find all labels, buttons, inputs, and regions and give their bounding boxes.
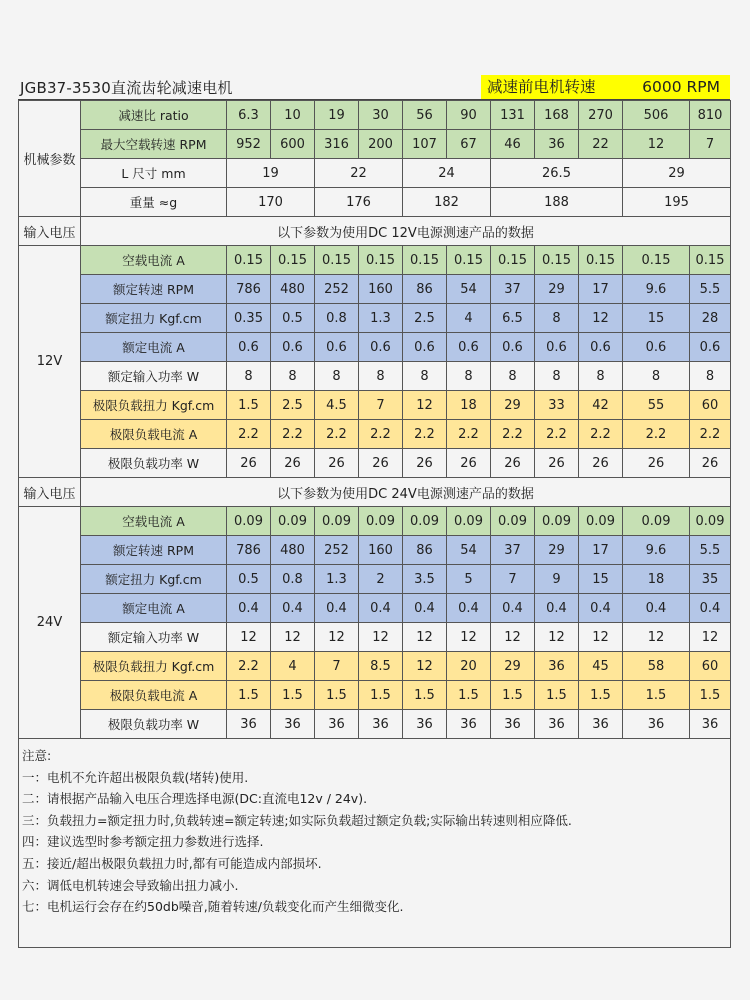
v12-header-row [19, 217, 731, 246]
base-rpm-label: 减速前电机转速 [487, 78, 596, 96]
table-cell: 15 [623, 304, 690, 333]
v24-header-row [19, 478, 731, 507]
table-cell: 33 [535, 391, 579, 420]
table-row [19, 710, 731, 739]
table-cell: 0.6 [579, 333, 623, 362]
table-cell: 54 [447, 275, 491, 304]
table-cell: 0.6 [690, 333, 731, 362]
table-cell: 0.4 [447, 594, 491, 623]
table-cell: 12 [491, 623, 535, 652]
table-row [19, 246, 731, 275]
table-cell: 176 [315, 188, 403, 217]
table-cell: 7 [315, 652, 359, 681]
table-cell: 480 [271, 536, 315, 565]
table-cell: 29 [491, 391, 535, 420]
table-cell: 2.2 [271, 420, 315, 449]
table-cell: 0.6 [447, 333, 491, 362]
table-row [19, 652, 731, 681]
table-cell: 0.09 [227, 507, 271, 536]
table-row [19, 304, 731, 333]
table-cell: 0.4 [623, 594, 690, 623]
table-cell: 1.5 [491, 681, 535, 710]
v24-input-voltage-label: 输入电压 [19, 478, 81, 507]
table-cell: 1.3 [359, 304, 403, 333]
max-rpm-row [19, 130, 731, 159]
note-line: 七：电机运行会存在约50db噪音,随着转速/负载变化而产生细微变化. [22, 899, 404, 915]
table-cell: 17 [579, 536, 623, 565]
table-cell: 37 [491, 536, 535, 565]
table-cell: 506 [623, 101, 690, 130]
weight-row [19, 188, 731, 217]
table-cell: 12 [359, 623, 403, 652]
table-cell: 8 [535, 304, 579, 333]
table-cell: 0.09 [271, 507, 315, 536]
table-cell: 12 [447, 623, 491, 652]
table-cell: 1.5 [227, 391, 271, 420]
group-mechanical: 机械参数 [19, 101, 81, 217]
note-line: 二：请根据产品输入电压合理选择电源(DC:直流电12v / 24v). [22, 791, 368, 807]
table-cell: 26 [447, 449, 491, 478]
table-cell: 30 [359, 101, 403, 130]
table-cell: 26 [227, 449, 271, 478]
notes-row [19, 739, 731, 948]
table-cell: 0.4 [535, 594, 579, 623]
table-cell: 36 [271, 710, 315, 739]
table-cell: 36 [227, 710, 271, 739]
ratio-row [19, 101, 731, 130]
base-rpm-badge [481, 75, 730, 99]
table-cell: 2.2 [447, 420, 491, 449]
table-cell: 26 [491, 449, 535, 478]
table-cell: 2.2 [491, 420, 535, 449]
weight-label: 重量 ≈g [81, 188, 227, 217]
table-cell: 2.2 [623, 420, 690, 449]
table-cell: 0.6 [227, 333, 271, 362]
table-row [19, 391, 731, 420]
table-cell: 6.3 [227, 101, 271, 130]
table-cell: 0.15 [359, 246, 403, 275]
row-label: 额定电流 A [81, 333, 227, 362]
table-row [19, 536, 731, 565]
table-cell: 36 [491, 710, 535, 739]
table-cell: 0.4 [227, 594, 271, 623]
table-cell: 8 [623, 362, 690, 391]
table-cell: 54 [447, 536, 491, 565]
table-cell: 1.5 [535, 681, 579, 710]
table-cell: 8.5 [359, 652, 403, 681]
table-cell: 36 [579, 710, 623, 739]
table-cell: 1.5 [447, 681, 491, 710]
table-cell: 1.5 [315, 681, 359, 710]
table-cell: 36 [623, 710, 690, 739]
table-cell: 22 [579, 130, 623, 159]
table-cell: 2.5 [271, 391, 315, 420]
v24-section-note: 以下参数为使用DC 24V电源测速产品的数据 [81, 478, 731, 507]
table-cell: 29 [535, 275, 579, 304]
table-cell: 29 [491, 652, 535, 681]
table-cell: 160 [359, 536, 403, 565]
table-cell: 5 [447, 565, 491, 594]
table-cell: 56 [403, 101, 447, 130]
table-cell: 12 [271, 623, 315, 652]
table-cell: 8 [227, 362, 271, 391]
row-label: 极限负载功率 W [81, 449, 227, 478]
table-cell: 195 [623, 188, 731, 217]
table-cell: 29 [535, 536, 579, 565]
table-cell: 26 [535, 449, 579, 478]
row-label: 极限负载电流 A [81, 681, 227, 710]
table-cell: 0.4 [491, 594, 535, 623]
table-cell: 131 [491, 101, 535, 130]
table-cell: 90 [447, 101, 491, 130]
row-label: 额定输入功率 W [81, 623, 227, 652]
table-cell: 0.15 [227, 246, 271, 275]
table-cell: 18 [623, 565, 690, 594]
table-cell: 0.15 [403, 246, 447, 275]
table-cell: 24 [403, 159, 491, 188]
table-cell: 1.5 [579, 681, 623, 710]
table-cell: 0.4 [403, 594, 447, 623]
table-cell: 0.15 [579, 246, 623, 275]
table-cell: 60 [690, 391, 731, 420]
table-cell: 86 [403, 275, 447, 304]
table-cell: 2.2 [227, 652, 271, 681]
table-cell: 1.5 [690, 681, 731, 710]
table-cell: 5.5 [690, 536, 731, 565]
table-row [19, 275, 731, 304]
table-cell: 252 [315, 275, 359, 304]
table-cell: 0.6 [623, 333, 690, 362]
row-label: 额定转速 RPM [81, 275, 227, 304]
spec-sheet [18, 75, 730, 948]
table-cell: 1.5 [227, 681, 271, 710]
table-cell: 4 [271, 652, 315, 681]
length-label: L 尺寸 mm [81, 159, 227, 188]
table-cell: 1.5 [359, 681, 403, 710]
notes-heading: 注意: [22, 748, 52, 763]
table-cell: 786 [227, 275, 271, 304]
table-cell: 786 [227, 536, 271, 565]
row-label: 极限负载功率 W [81, 710, 227, 739]
table-cell: 36 [535, 130, 579, 159]
table-cell: 2.2 [403, 420, 447, 449]
row-label: 极限负载电流 A [81, 420, 227, 449]
table-cell: 8 [271, 362, 315, 391]
table-cell: 12 [623, 623, 690, 652]
table-cell: 8 [403, 362, 447, 391]
table-cell: 4.5 [315, 391, 359, 420]
table-cell: 7 [359, 391, 403, 420]
row-label: 额定扭力 Kgf.cm [81, 304, 227, 333]
table-cell: 26 [359, 449, 403, 478]
table-cell: 36 [535, 710, 579, 739]
row-label: 空载电流 A [81, 507, 227, 536]
table-cell: 0.09 [359, 507, 403, 536]
v12-input-voltage-label: 输入电压 [19, 217, 81, 246]
title-bar [18, 75, 730, 100]
table-cell: 6.5 [491, 304, 535, 333]
table-cell: 600 [271, 130, 315, 159]
table-row [19, 565, 731, 594]
group-v12: 12V [19, 246, 81, 478]
table-cell: 26 [690, 449, 731, 478]
table-cell: 17 [579, 275, 623, 304]
table-cell: 2.2 [535, 420, 579, 449]
table-cell: 8 [690, 362, 731, 391]
table-cell: 2.2 [690, 420, 731, 449]
group-v24: 24V [19, 507, 81, 739]
row-label: 额定电流 A [81, 594, 227, 623]
table-row [19, 420, 731, 449]
table-cell: 0.09 [623, 507, 690, 536]
table-cell: 26 [271, 449, 315, 478]
table-cell: 67 [447, 130, 491, 159]
note-line: 四：建议选型时参考额定扭力参数进行选择. [22, 834, 264, 850]
ratio-row-label: 减速比 ratio [81, 101, 227, 130]
table-cell: 0.09 [447, 507, 491, 536]
table-cell: 0.09 [403, 507, 447, 536]
table-cell: 12 [535, 623, 579, 652]
table-cell: 0.4 [690, 594, 731, 623]
row-label: 空载电流 A [81, 246, 227, 275]
table-row [19, 623, 731, 652]
table-cell: 0.4 [315, 594, 359, 623]
table-cell: 107 [403, 130, 447, 159]
table-cell: 2 [359, 565, 403, 594]
table-cell: 8 [491, 362, 535, 391]
table-cell: 160 [359, 275, 403, 304]
table-cell: 2.2 [315, 420, 359, 449]
table-cell: 36 [447, 710, 491, 739]
table-cell: 9.6 [623, 536, 690, 565]
table-cell: 170 [227, 188, 315, 217]
table-cell: 10 [271, 101, 315, 130]
table-cell: 252 [315, 536, 359, 565]
table-cell: 46 [491, 130, 535, 159]
length-row [19, 159, 731, 188]
max-rpm-row-label: 最大空载转速 RPM [81, 130, 227, 159]
table-cell: 0.09 [315, 507, 359, 536]
table-cell: 22 [315, 159, 403, 188]
row-label: 额定输入功率 W [81, 362, 227, 391]
table-cell: 0.8 [315, 304, 359, 333]
table-cell: 810 [690, 101, 731, 130]
table-cell: 12 [403, 623, 447, 652]
table-cell: 0.5 [271, 304, 315, 333]
table-cell: 55 [623, 391, 690, 420]
v12-section-note: 以下参数为使用DC 12V电源测速产品的数据 [81, 217, 731, 246]
table-cell: 19 [315, 101, 359, 130]
table-cell: 0.6 [315, 333, 359, 362]
table-cell: 200 [359, 130, 403, 159]
table-cell: 12 [623, 130, 690, 159]
table-cell: 0.6 [403, 333, 447, 362]
table-cell: 36 [535, 652, 579, 681]
table-cell: 0.15 [491, 246, 535, 275]
table-cell: 0.8 [271, 565, 315, 594]
table-cell: 0.6 [535, 333, 579, 362]
table-cell: 1.5 [403, 681, 447, 710]
table-row [19, 507, 731, 536]
table-cell: 12 [690, 623, 731, 652]
table-cell: 480 [271, 275, 315, 304]
table-cell: 15 [579, 565, 623, 594]
table-cell: 1.5 [623, 681, 690, 710]
table-cell: 8 [535, 362, 579, 391]
base-rpm-value: 6000 RPM [642, 78, 720, 96]
table-cell: 20 [447, 652, 491, 681]
table-cell: 9 [535, 565, 579, 594]
table-cell: 0.15 [271, 246, 315, 275]
table-row [19, 594, 731, 623]
row-label: 极限负载扭力 Kgf.cm [81, 391, 227, 420]
table-cell: 8 [359, 362, 403, 391]
table-row [19, 333, 731, 362]
table-cell: 12 [403, 391, 447, 420]
table-cell: 2.2 [227, 420, 271, 449]
table-cell: 42 [579, 391, 623, 420]
table-cell: 0.15 [535, 246, 579, 275]
table-cell: 0.15 [315, 246, 359, 275]
table-cell: 1.3 [315, 565, 359, 594]
table-cell: 952 [227, 130, 271, 159]
table-cell: 0.4 [271, 594, 315, 623]
table-cell: 26.5 [491, 159, 623, 188]
note-line: 六：调低电机转速会导致输出扭力减小. [22, 877, 239, 893]
table-cell: 0.6 [359, 333, 403, 362]
table-cell: 8 [447, 362, 491, 391]
product-title: JGB37-3530直流齿轮减速电机 [20, 79, 233, 97]
table-cell: 12 [403, 652, 447, 681]
table-cell: 7 [491, 565, 535, 594]
table-cell: 26 [579, 449, 623, 478]
table-cell: 19 [227, 159, 315, 188]
table-cell: 0.5 [227, 565, 271, 594]
table-cell: 0.15 [447, 246, 491, 275]
notes-block [19, 739, 731, 948]
table-cell: 58 [623, 652, 690, 681]
table-cell: 26 [315, 449, 359, 478]
table-cell: 0.09 [690, 507, 731, 536]
table-cell: 188 [491, 188, 623, 217]
table-cell: 0.4 [579, 594, 623, 623]
table-cell: 0.35 [227, 304, 271, 333]
table-cell: 45 [579, 652, 623, 681]
table-cell: 8 [579, 362, 623, 391]
table-row [19, 362, 731, 391]
table-cell: 60 [690, 652, 731, 681]
table-cell: 28 [690, 304, 731, 333]
row-label: 额定转速 RPM [81, 536, 227, 565]
table-cell: 5.5 [690, 275, 731, 304]
table-cell: 0.15 [623, 246, 690, 275]
table-cell: 3.5 [403, 565, 447, 594]
table-cell: 168 [535, 101, 579, 130]
table-cell: 37 [491, 275, 535, 304]
table-cell: 270 [579, 101, 623, 130]
table-cell: 36 [359, 710, 403, 739]
table-cell: 7 [690, 130, 731, 159]
table-cell: 36 [690, 710, 731, 739]
table-cell: 4 [447, 304, 491, 333]
table-cell: 12 [579, 623, 623, 652]
table-cell: 0.6 [491, 333, 535, 362]
table-cell: 2.2 [579, 420, 623, 449]
table-cell: 8 [315, 362, 359, 391]
row-label: 额定扭力 Kgf.cm [81, 565, 227, 594]
table-cell: 0.6 [271, 333, 315, 362]
table-cell: 12 [227, 623, 271, 652]
table-cell: 12 [579, 304, 623, 333]
table-cell: 12 [315, 623, 359, 652]
row-label: 极限负载扭力 Kgf.cm [81, 652, 227, 681]
table-cell: 1.5 [271, 681, 315, 710]
spec-table [18, 100, 731, 948]
note-line: 五：接近/超出极限负载扭力时,都有可能造成内部损坏. [22, 855, 322, 871]
table-cell: 0.09 [535, 507, 579, 536]
table-cell: 86 [403, 536, 447, 565]
table-cell: 316 [315, 130, 359, 159]
table-row [19, 681, 731, 710]
table-cell: 26 [623, 449, 690, 478]
table-cell: 2.2 [359, 420, 403, 449]
table-cell: 2.5 [403, 304, 447, 333]
note-line: 一：电机不允许超出极限负载(堵转)使用. [22, 769, 249, 785]
table-cell: 36 [403, 710, 447, 739]
table-cell: 9.6 [623, 275, 690, 304]
table-cell: 0.4 [359, 594, 403, 623]
table-cell: 0.09 [491, 507, 535, 536]
table-cell: 182 [403, 188, 491, 217]
table-cell: 0.09 [579, 507, 623, 536]
table-cell: 0.15 [690, 246, 731, 275]
table-cell: 29 [623, 159, 731, 188]
table-cell: 36 [315, 710, 359, 739]
table-cell: 35 [690, 565, 731, 594]
note-line: 三：负载扭力=额定扭力时,负载转速=额定转速;如实际负载超过额定负载;实际输出转速则相应降低. [22, 812, 572, 828]
table-cell: 18 [447, 391, 491, 420]
table-row [19, 449, 731, 478]
table-cell: 26 [403, 449, 447, 478]
